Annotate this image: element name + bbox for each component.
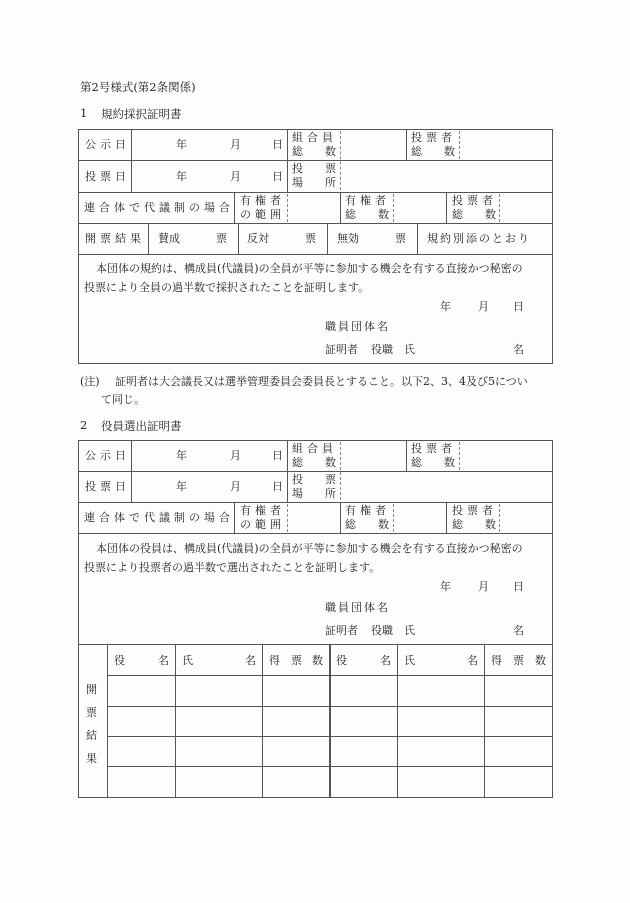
col-divider	[406, 129, 407, 160]
col-divider	[446, 192, 447, 223]
dashed-divider	[340, 442, 341, 500]
col-divider	[327, 223, 328, 254]
cert-text-line1: 本団体の規約は、構成員(代議員)の全員が平等に参加する機会を有する直接かつ秘密の	[96, 262, 523, 275]
dashed-divider	[459, 131, 460, 159]
result-cell[interactable]	[486, 738, 550, 764]
dashed-divider	[393, 194, 394, 222]
against-label: 反対	[247, 232, 269, 245]
notice-month[interactable]: 月	[230, 449, 241, 462]
members-total-label-b: 数	[325, 145, 336, 158]
polling-place-label-c: 場	[292, 176, 303, 189]
row-divider	[78, 254, 553, 255]
result-cell[interactable]	[399, 677, 482, 704]
result-cell[interactable]	[264, 708, 327, 734]
column-header: 氏	[404, 654, 415, 667]
polling-place-label-b: 票	[325, 162, 336, 175]
voters-total-label: 投票者	[411, 442, 456, 455]
result-cell[interactable]	[177, 738, 260, 764]
result-cell[interactable]	[331, 677, 395, 704]
result-cell[interactable]	[264, 768, 327, 795]
org-name-label: 職員団体名	[325, 601, 390, 614]
certifier-label: 証明者	[325, 343, 358, 356]
result-cell[interactable]	[109, 708, 173, 734]
column-header: 名	[245, 654, 256, 667]
row-divider	[107, 766, 553, 767]
count-result-label: 開票結果	[85, 232, 145, 245]
cert-month[interactable]: 月	[478, 300, 489, 313]
count-result-side-label: 果	[86, 752, 97, 765]
col-divider	[234, 192, 235, 223]
col-divider	[262, 644, 263, 797]
federation-voters-b: 数	[485, 518, 496, 531]
note-line1: 証明者は大会議長又は選挙管理委員会委員長とすること。以下2、3、4及び5につい	[115, 375, 528, 388]
for-label: 賛成	[158, 232, 180, 245]
section1-title: 規約採択証明書	[101, 107, 182, 121]
result-cell[interactable]	[331, 708, 395, 734]
name-label-2: 名	[513, 343, 524, 356]
count-result-side-label: 票	[86, 706, 97, 719]
vote-month[interactable]: 月	[230, 170, 241, 183]
result-cell[interactable]	[109, 677, 173, 704]
row-divider	[78, 471, 553, 472]
result-cell[interactable]	[331, 738, 395, 764]
result-cell[interactable]	[486, 677, 550, 704]
voters-total-label-b: 数	[444, 145, 455, 158]
col-divider	[131, 129, 132, 192]
result-cell[interactable]	[177, 768, 260, 795]
polling-place-label-d: 所	[325, 176, 336, 189]
cert-text-line2: 投票により投票者の過半数で選出されたことを証明します。	[84, 561, 381, 574]
col-divider	[340, 502, 341, 533]
result-cell[interactable]	[109, 768, 173, 795]
col-divider	[175, 644, 176, 797]
cert-day[interactable]: 日	[513, 580, 524, 593]
column-header: 役	[336, 654, 347, 667]
polling-place-label-b: 票	[325, 473, 336, 486]
col-divider	[238, 223, 239, 254]
result-cell[interactable]	[331, 768, 395, 795]
vote-date-label: 投票日	[85, 480, 130, 493]
col-divider	[107, 644, 108, 797]
column-header: 名	[467, 654, 478, 667]
federation-voters-label: 投票者	[452, 504, 497, 517]
eligible-total-a: 総	[345, 518, 356, 531]
scope-label-1: 有権者	[240, 504, 285, 517]
invalid-unit: 票	[395, 232, 406, 245]
col-divider	[148, 223, 149, 254]
name-label-1: 氏	[404, 343, 415, 356]
col-divider	[406, 440, 407, 471]
dashed-divider	[459, 442, 460, 470]
notice-month[interactable]: 月	[230, 138, 241, 151]
dashed-divider	[393, 504, 394, 532]
voters-total-label-b: 数	[444, 456, 455, 469]
row-divider	[78, 644, 553, 645]
cert-text-line2: 投票により全員の過半数で採択されたことを証明します。	[84, 281, 370, 294]
col-divider	[287, 440, 288, 502]
position-label: 役職	[371, 343, 393, 356]
column-header: 得	[269, 654, 280, 667]
section1-number: 1	[80, 106, 88, 120]
federation-voters-b: 数	[485, 208, 496, 221]
row-divider	[78, 192, 553, 193]
result-cell[interactable]	[399, 738, 482, 764]
against-unit: 票	[305, 232, 316, 245]
federation-voters-a: 総	[452, 208, 463, 221]
scope-label-2: の範囲	[240, 518, 285, 531]
certifier-label: 証明者	[325, 624, 358, 637]
members-total-label: 組合員	[292, 442, 337, 455]
eligible-total-a: 総	[345, 208, 356, 221]
section2-number: 2	[80, 418, 88, 432]
notice-year[interactable]: 年	[176, 449, 187, 462]
count-result-side-label: 結	[86, 729, 97, 742]
column-header: 名	[158, 654, 169, 667]
row-divider	[78, 223, 553, 224]
result-cell[interactable]	[399, 768, 482, 795]
result-cell[interactable]	[109, 738, 173, 764]
vote-year[interactable]: 年	[176, 480, 187, 493]
dashed-divider	[499, 194, 500, 222]
members-total-label-a: 総	[292, 456, 303, 469]
dashed-divider	[287, 504, 288, 532]
result-cell[interactable]	[177, 677, 260, 704]
section2-title: 役員選出証明書	[101, 419, 182, 433]
note-line2: て同じ。	[101, 393, 145, 406]
col-divider	[397, 644, 398, 797]
polling-place-label-a: 投	[292, 162, 303, 175]
vote-day[interactable]: 日	[272, 170, 283, 183]
invalid-label: 無効	[337, 232, 359, 245]
polling-place-label-a: 投	[292, 473, 303, 486]
polling-place-label-d: 所	[325, 487, 336, 500]
notice-date-label: 公示日	[85, 138, 130, 151]
vote-year[interactable]: 年	[176, 170, 187, 183]
column-header: 氏	[182, 654, 193, 667]
federation-label: 連合体で代議制の場合	[84, 511, 234, 524]
federation-voters-a: 総	[452, 518, 463, 531]
result-cell[interactable]	[264, 738, 327, 764]
cert-text-line1: 本団体の役員は、構成員(代議員)の全員が平等に参加する機会を有する直接かつ秘密の	[96, 542, 523, 555]
position-label: 役職	[371, 624, 393, 637]
col-divider	[484, 644, 485, 797]
column-header: 票	[291, 654, 302, 667]
members-total-label-a: 総	[292, 145, 303, 158]
result-cell[interactable]	[399, 708, 482, 734]
result-cell[interactable]	[486, 768, 550, 795]
column-header: 名	[380, 654, 391, 667]
col-divider	[234, 502, 235, 533]
notice-day[interactable]: 日	[272, 138, 283, 151]
result-cell[interactable]	[177, 708, 260, 734]
col-divider	[131, 440, 132, 502]
row-divider	[78, 533, 553, 534]
col-divider	[287, 129, 288, 192]
name-label-1: 氏	[404, 624, 415, 637]
form-title: 第2号様式(第2条関係)	[80, 80, 196, 94]
eligible-total-label: 有権者	[345, 504, 390, 517]
polling-place-label-c: 場	[292, 487, 303, 500]
column-header: 票	[513, 654, 524, 667]
notice-day[interactable]: 日	[272, 449, 283, 462]
row-divider	[107, 736, 553, 737]
vote-day[interactable]: 日	[272, 480, 283, 493]
col-divider	[417, 223, 418, 254]
column-header: 数	[535, 654, 546, 667]
voters-total-label-a: 総	[411, 145, 422, 158]
eligible-total-b: 数	[378, 208, 389, 221]
vote-date-label: 投票日	[85, 170, 130, 183]
cert-month[interactable]: 月	[478, 580, 489, 593]
note-label: (注)	[80, 375, 100, 388]
row-divider	[78, 160, 553, 161]
column-header: 得	[491, 654, 502, 667]
notice-date-label: 公示日	[85, 449, 130, 462]
column-header: 役	[114, 654, 125, 667]
voters-total-label-a: 総	[411, 456, 422, 469]
vote-month[interactable]: 月	[230, 480, 241, 493]
notice-year[interactable]: 年	[176, 138, 187, 151]
members-total-label-b: 数	[325, 456, 336, 469]
federation-voters-label: 投票者	[452, 194, 497, 207]
table-border	[78, 129, 553, 364]
eligible-total-b: 数	[378, 518, 389, 531]
count-result-side-label: 開	[86, 683, 97, 696]
name-label-2: 名	[513, 624, 524, 637]
cert-day[interactable]: 日	[513, 300, 524, 313]
cert-year[interactable]: 年	[440, 300, 451, 313]
row-divider	[107, 706, 553, 707]
dashed-divider	[340, 131, 341, 190]
result-cell[interactable]	[486, 708, 550, 734]
scope-label-1: 有権者	[240, 194, 285, 207]
result-cell[interactable]	[264, 677, 327, 704]
bylaws-attached-note: 規約別添のとおり	[427, 232, 531, 245]
members-total-label: 組合員	[292, 131, 337, 144]
for-unit: 票	[216, 232, 227, 245]
cert-year[interactable]: 年	[440, 580, 451, 593]
row-divider	[78, 502, 553, 503]
org-name-label: 職員団体名	[325, 320, 390, 333]
column-header: 数	[312, 654, 323, 667]
voters-total-label: 投票者	[411, 131, 456, 144]
federation-label: 連合体で代議制の場合	[84, 201, 234, 214]
scope-label-2: の範囲	[240, 208, 285, 221]
eligible-total-label: 有権者	[345, 194, 390, 207]
row-divider	[107, 675, 553, 676]
dashed-divider	[287, 194, 288, 222]
dashed-divider	[499, 504, 500, 532]
col-divider	[446, 502, 447, 533]
col-divider	[340, 192, 341, 223]
